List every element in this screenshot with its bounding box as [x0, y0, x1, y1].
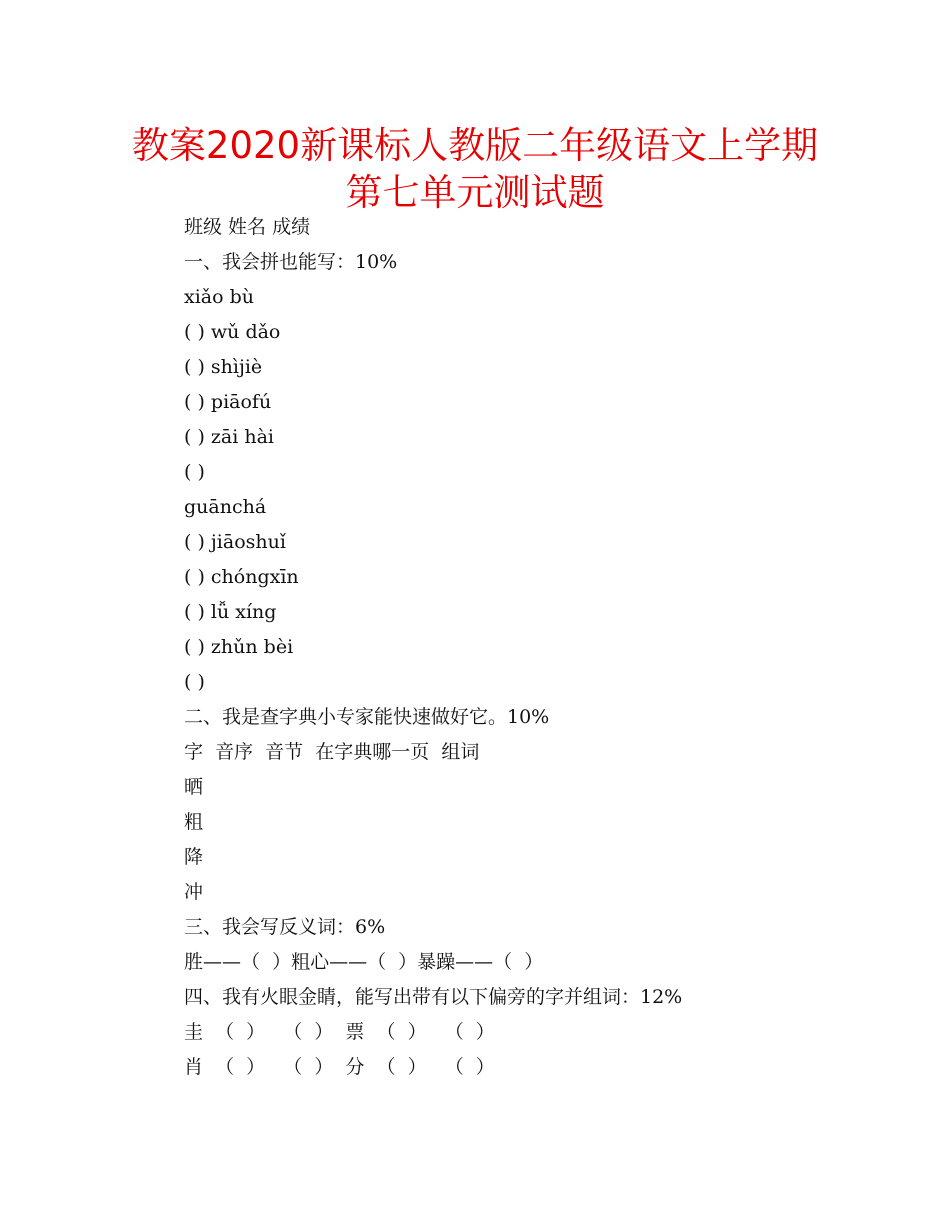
pinyin-line: ( ) shìjiè: [184, 356, 263, 378]
pinyin-line: ( ) lǚ xíng: [184, 601, 277, 623]
student-info-line: 班级 姓名 成绩: [184, 216, 311, 238]
document-title-line-1: 教案2020新课标人教版二年级语文上学期: [131, 124, 819, 167]
dictionary-character: 粗: [184, 811, 204, 833]
pinyin-line: ( ) jiāoshuǐ: [184, 531, 286, 553]
section-1-heading: 一、我会拼也能写：10%: [184, 251, 398, 273]
pinyin-line: ( ) zāi hài: [184, 426, 274, 448]
antonym-line: 胜——（ ）粗心——（ ）暴躁——（ ）: [184, 951, 544, 973]
pinyin-line: guānchá: [184, 496, 267, 518]
dictionary-table-header: 字 音序 音节 在字典哪一页 组词: [184, 741, 480, 763]
answer-blank-line: ( ): [184, 671, 205, 693]
pinyin-line: xiǎo bù: [184, 286, 254, 308]
dictionary-character: 晒: [184, 776, 204, 798]
answer-blank-line: ( ): [184, 461, 205, 483]
pinyin-line: ( ) piāofú: [184, 391, 272, 413]
radical-line: 圭 （ ） （ ） 票 （ ） （ ）: [184, 1021, 495, 1043]
document-title-line-2: 第七单元测试题: [345, 171, 605, 214]
section-4-heading: 四、我有火眼金睛，能写出带有以下偏旁的字并组词：12%: [184, 986, 683, 1008]
pinyin-line: ( ) zhǔn bèi: [184, 636, 294, 658]
radical-line: 肖 （ ） （ ） 分 （ ） （ ）: [184, 1056, 495, 1078]
pinyin-line: ( ) wǔ dǎo: [184, 321, 281, 343]
document-body: [184, 210, 924, 1085]
dictionary-character: 降: [184, 846, 204, 868]
section-3-heading: 三、我会写反义词：6%: [184, 916, 386, 938]
dictionary-character: 冲: [184, 881, 204, 903]
pinyin-line: ( ) chóngxīn: [184, 566, 299, 588]
section-2-heading: 二、我是查字典小专家能快速做好它。10%: [184, 706, 550, 728]
